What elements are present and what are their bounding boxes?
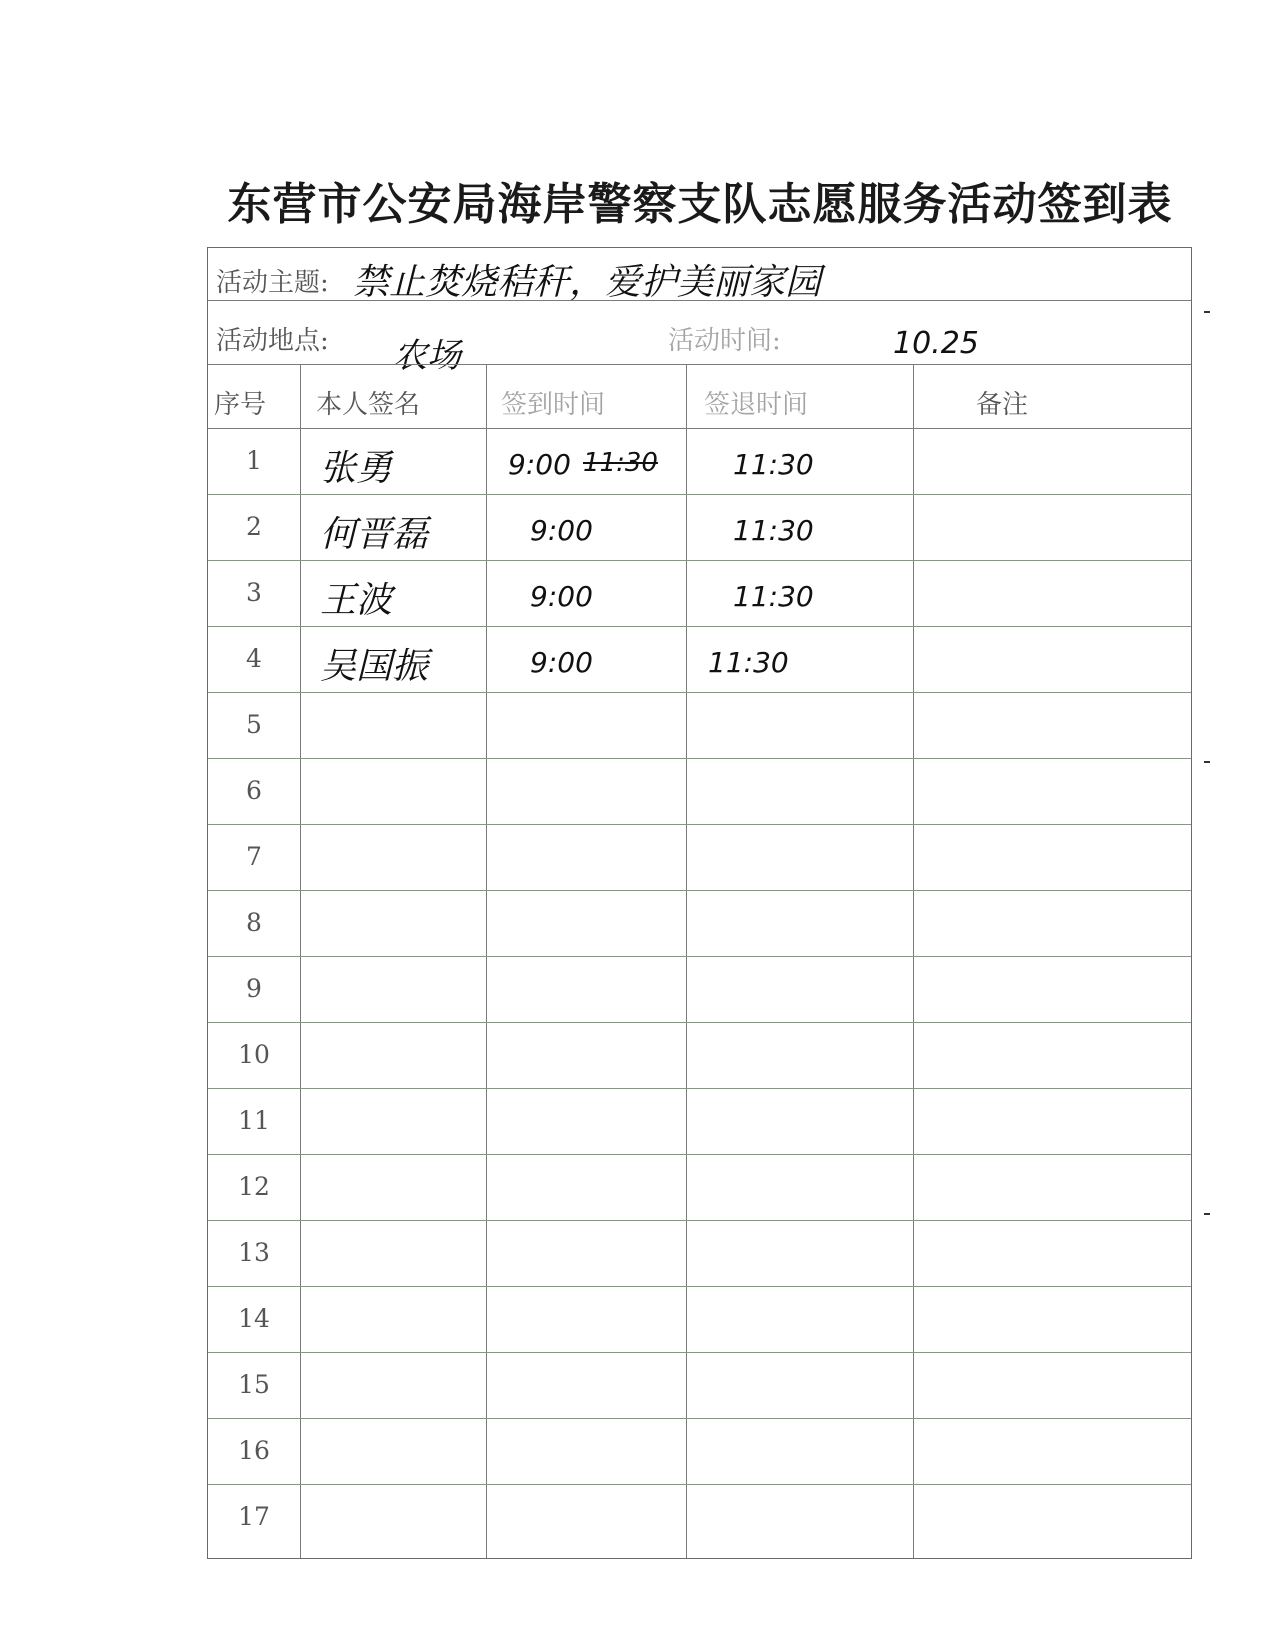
form-title: 东营市公安局海岸警察支队志愿服务活动签到表 [227,179,1173,230]
divider [208,300,1191,301]
row-number: 16 [238,1436,270,1465]
row-divider [208,494,1191,495]
scan-mark [1204,311,1210,313]
row-divider [208,1154,1191,1155]
row-number: 2 [246,512,262,541]
signature: 何晋磊 [320,514,429,555]
scan-mark [1204,1213,1210,1215]
row-divider [208,1286,1191,1287]
theme-value: 禁止焚烧秸秆，爱护美丽家园 [353,262,822,303]
col-divider [913,364,914,1558]
row-number: 7 [246,842,262,871]
row-divider [208,626,1191,627]
scan-mark [1204,761,1210,763]
row-number: 4 [246,644,262,673]
divider [208,364,1191,365]
row-divider [208,1088,1191,1089]
col-header-seq: 序号 [214,390,267,420]
row-divider [208,1220,1191,1221]
signature: 王波 [320,580,393,621]
place-value: 农场 [393,336,461,376]
row-number: 11 [238,1106,270,1135]
row-number: 5 [246,710,262,739]
row-number: 3 [246,578,262,607]
signout-time: 11:30 [733,514,814,547]
signin-time: 9:00 [530,580,593,613]
row-divider [208,560,1191,561]
row-divider [208,956,1191,957]
row-divider [208,1484,1191,1485]
row-number: 8 [246,908,262,937]
col-header-signin: 签到时间 [501,390,606,420]
signin-time: 9:00 [530,646,593,679]
row-number: 14 [238,1304,270,1333]
signin-time: 9:00 [530,514,593,547]
signature: 吴国振 [320,646,429,687]
row-divider [208,824,1191,825]
col-divider [686,364,687,1558]
time-label: 活动时间: [668,326,781,356]
signout-time: 11:30 [733,448,814,481]
col-header-signout: 签退时间 [704,390,809,420]
row-number: 13 [238,1238,270,1267]
col-header-name: 本人签名 [316,390,421,420]
row-number: 15 [238,1370,270,1399]
row-divider [208,1352,1191,1353]
divider [208,428,1191,429]
col-divider [486,364,487,1558]
theme-label: 活动主题: [216,268,329,298]
row-number: 1 [246,446,262,475]
signature: 张勇 [320,448,393,489]
row-number: 9 [246,974,262,1003]
signin-time-struck: 11:30 [583,448,658,478]
row-divider [208,1022,1191,1023]
row-divider [208,890,1191,891]
signout-time: 11:30 [733,580,814,613]
row-divider [208,758,1191,759]
signin-time: 9:00 [508,448,571,481]
row-number: 12 [238,1172,270,1201]
sign-in-sheet [207,247,1192,1559]
place-label: 活动地点: [216,326,329,356]
time-value: 10.25 [893,326,979,361]
row-number: 6 [246,776,262,805]
row-number: 17 [238,1502,270,1531]
row-number: 10 [238,1040,270,1069]
row-divider [208,692,1191,693]
col-header-note: 备注 [976,390,1029,420]
signout-time: 11:30 [708,646,789,679]
row-divider [208,1418,1191,1419]
col-divider [300,364,301,1558]
